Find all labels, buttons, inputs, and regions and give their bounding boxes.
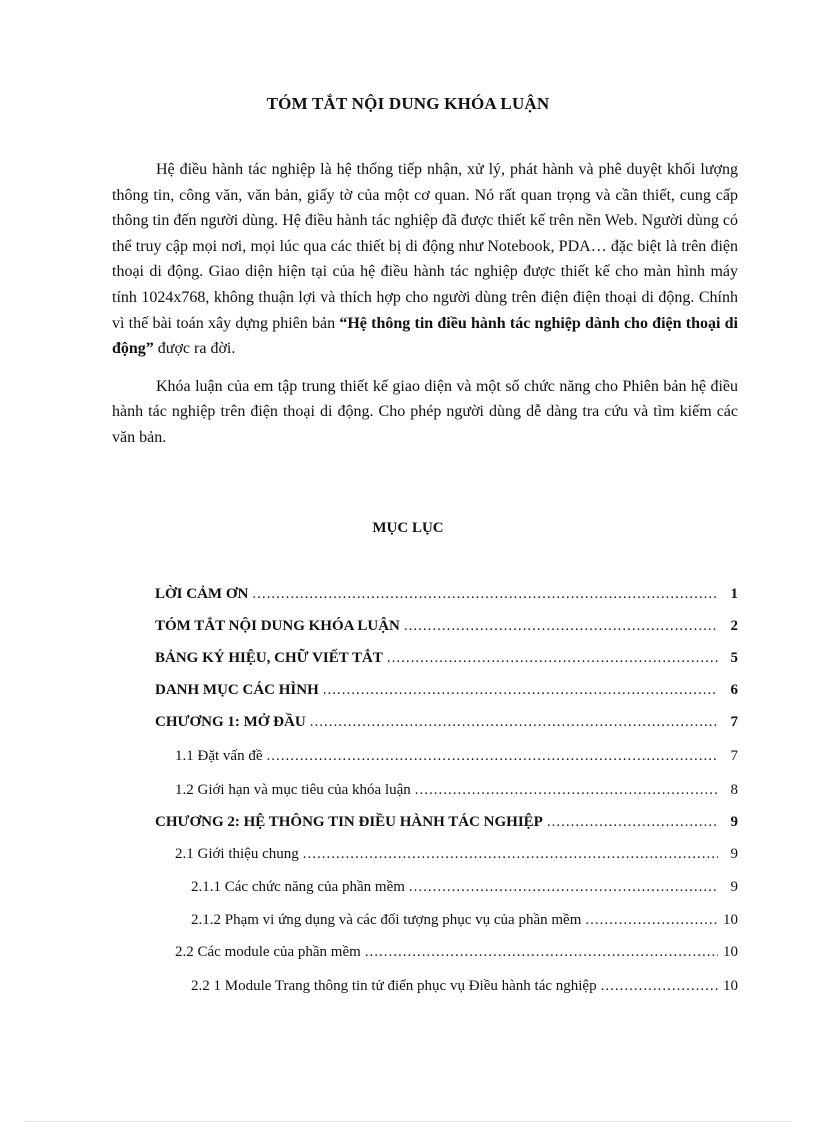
toc-entry-label: 2.1 Giới thiệu chung (175, 846, 299, 862)
toc-entry[interactable] (155, 682, 738, 704)
toc-entry-label: TÓM TẮT NỘI DUNG KHÓA LUẬN (155, 618, 400, 634)
toc-entry[interactable] (155, 978, 738, 1000)
summary-paragraph-1 (112, 157, 738, 362)
toc-title: MỤC LỤC (372, 520, 444, 536)
summary-p1-ending: được ra đời. (153, 340, 236, 358)
toc-entry[interactable] (155, 714, 738, 736)
toc-leader-dots (415, 782, 718, 799)
toc-entry-page: 10 (723, 912, 738, 928)
toc-entry-page: 6 (730, 682, 738, 698)
toc-leader-dots (601, 978, 718, 995)
page-bottom-divider (24, 1121, 792, 1122)
toc-leader-dots (310, 714, 718, 731)
summary-p1-bold-title: “Hệ thông tin điều hành tác nghiệp dành cho điện thoại di động” (112, 314, 739, 358)
toc-entry-label: 2.1.1 Các chức năng của phần mềm (191, 879, 405, 895)
toc-entry-page: 1 (730, 586, 738, 602)
toc-entry-label: CHƯƠNG 1: MỞ ĐẦU (155, 714, 306, 730)
toc-leader-dots (303, 846, 718, 863)
toc-entry-label: 2.2 Các module của phần mềm (175, 944, 361, 960)
toc-leader-dots (547, 814, 718, 831)
toc-entry-page: 9 (730, 846, 738, 862)
toc-entry[interactable] (155, 912, 738, 934)
toc-entry[interactable] (155, 748, 738, 770)
toc-entry[interactable] (155, 618, 738, 640)
summary-title: TÓM TẮT NỘI DUNG KHÓA LUẬN (266, 94, 550, 113)
toc-entry-label: 1.2 Giới hạn và mục tiêu của khóa luận (175, 782, 411, 798)
toc-entry-label: CHƯƠNG 2: HỆ THÔNG TIN ĐIỀU HÀNH TÁC NGHIỆP (155, 814, 543, 830)
toc-entry-page: 7 (730, 714, 738, 730)
toc-entry-label: DANH MỤC CÁC HÌNH (155, 682, 319, 698)
toc-entry-label: LỜI CẢM ƠN (155, 586, 249, 602)
toc-entry[interactable] (155, 944, 738, 966)
toc-leader-dots (585, 912, 718, 929)
toc-entry-page: 9 (730, 814, 738, 830)
toc-entry-page: 9 (730, 879, 738, 895)
toc-leader-dots (387, 650, 718, 667)
toc-entry[interactable] (155, 586, 738, 608)
toc-leader-dots (409, 879, 718, 896)
toc-entry-label: 1.1 Đặt vấn đề (175, 748, 263, 764)
toc-entry[interactable] (155, 782, 738, 804)
toc-entry-page: 7 (730, 748, 738, 764)
toc-entry-page: 2 (730, 618, 738, 634)
toc-entry[interactable] (155, 846, 738, 868)
toc-entry-page: 10 (723, 978, 738, 994)
toc-entry-page: 5 (730, 650, 738, 666)
toc-entry[interactable] (155, 879, 738, 901)
summary-paragraph-2: Khóa luận của em tập trung thiết kế giao diện và một số chức năng cho Phiên bản hệ điều hành tác nghiệp trên điện thoại di động. Cho phép người dùng dễ dàng tra cứu và tìm kiếm các văn bản. (112, 377, 738, 446)
toc-entry-label: BẢNG KÝ HIỆU, CHỮ VIẾT TẮT (155, 650, 383, 666)
toc-entry-label: 2.1.2 Phạm vi ứng dụng và các đối tượng phục vụ của phần mềm (191, 912, 582, 928)
toc-entry-page: 8 (730, 782, 738, 798)
toc-leader-dots (252, 586, 718, 603)
toc-leader-dots (323, 682, 718, 699)
toc-leader-dots (266, 748, 718, 765)
toc-entry-label: 2.2 1 Module Trang thông tin tử điển phục vụ Điều hành tác nghiệp (191, 978, 597, 994)
toc-entry[interactable] (155, 650, 738, 672)
toc-entry-page: 10 (723, 944, 738, 960)
toc-leader-dots (365, 944, 718, 961)
summary-body (112, 157, 738, 463)
summary-p1-text: Hệ điều hành tác nghiệp là hệ thống tiếp nhận, xử lý, phát hành và phê duyệt khối lượng thông tin, công văn, văn bản, giấy tờ của một cơ quan. Nó rất quan trọng và cần thiết, cung cấp thông tin đến người dùng. Hệ điều hành tác nghiệp đã được thiết kế trên nền Web. Người dùng có thể truy cập mọi nơi, mọi lúc qua các thiết bị di động như Notebook, PDA… đặc biệt là trên điện thoại di động. Giao diện hiện tại của hệ điều hành tác nghiệp được thiết kế cho màn hình máy tính 1024x768, không thuận lợi và thích hợp cho người dùng trên điện điện thoại di động. Chính vì thế bài toán xây dựng phiên bản (112, 161, 738, 332)
toc-entry[interactable] (155, 814, 738, 836)
toc-leader-dots (404, 618, 718, 635)
